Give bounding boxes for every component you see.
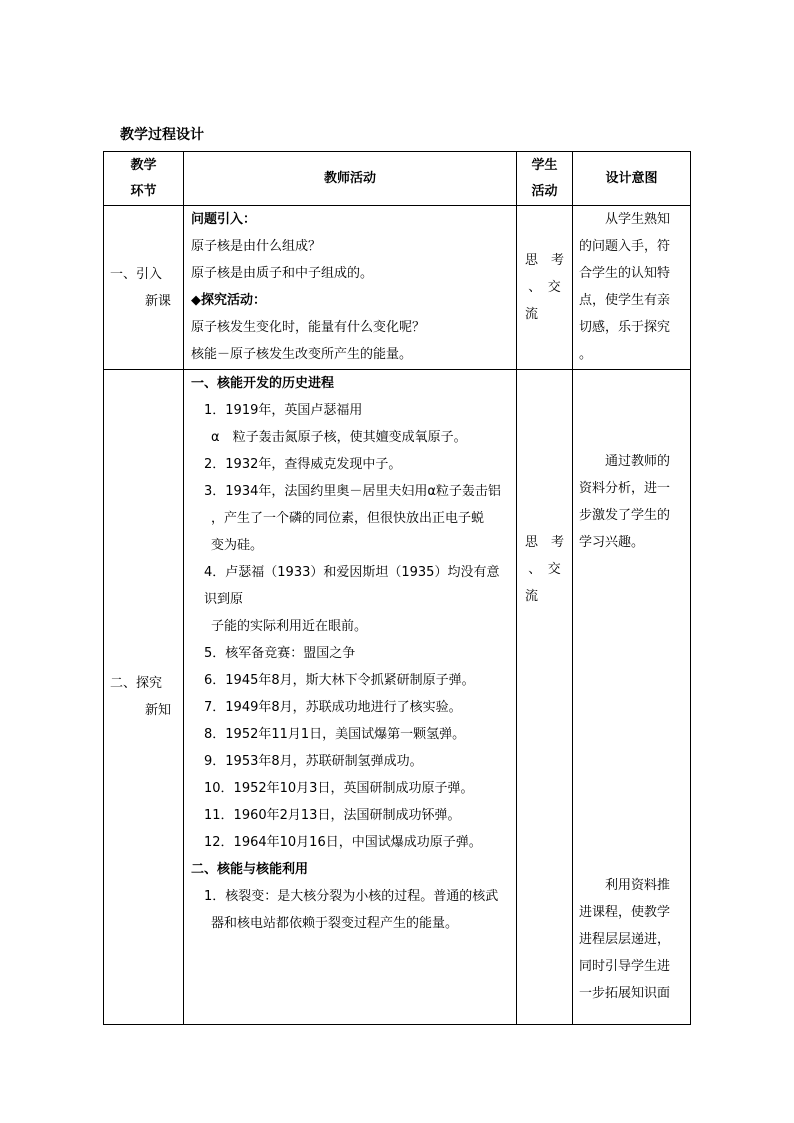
header-design-intent: 设计意图 <box>573 152 691 206</box>
intent-line: 步激发了学生的 <box>579 508 671 523</box>
section-explore-line1: 二、探究 <box>110 676 163 691</box>
intent-line: 从学生熟知 <box>579 212 671 227</box>
table-header-row <box>104 152 691 206</box>
intent-line: 。 <box>579 347 593 362</box>
student-activity-line: 、 交 <box>528 280 561 295</box>
activity-line: 8．1952年11月1日，美国试爆第一颗氢弹。 <box>204 727 466 742</box>
activity-line: 10．1952年10月3日，英国研制成功原子弹。 <box>204 781 474 796</box>
header-teacher-activity: 教师活动 <box>184 152 517 206</box>
lesson-plan-table <box>103 151 691 1025</box>
activity-line: 核能－原子核发生改变所产生的能量。 <box>191 347 413 362</box>
intent-line: 同时引导学生进 <box>579 959 671 974</box>
activity-line: 5．核军备竞赛：盟国之争 <box>204 646 356 661</box>
activity-line: 3．1934年，法国约里奥－居里夫妇用α粒子轰击铝 <box>204 484 501 499</box>
intent-line: 利用资料推 <box>579 878 671 893</box>
activity-line: 7．1949年8月，苏联成功地进行了核实验。 <box>204 700 462 715</box>
activity-line: α 粒子轰击氮原子核，使其嬗变成氧原子。 <box>211 430 467 445</box>
header-student-activity <box>517 152 573 206</box>
activity-line: ◆探究活动： <box>191 293 266 308</box>
table-row-intro <box>104 206 691 370</box>
activity-line: 2．1932年，查得威克发现中子。 <box>204 457 402 472</box>
activity-line: 器和核电站都依赖于裂变过程产生的能量。 <box>211 916 459 931</box>
intent-line: 切感，乐于探究 <box>579 320 671 335</box>
design-intent-explore <box>573 370 691 1025</box>
activity-line: 变为硅。 <box>211 538 264 553</box>
header-student-line2: 活动 <box>531 183 558 199</box>
activity-line: ，产生了一个磷的同位素，但很快放出正电子蜕 <box>211 511 485 526</box>
activity-line: 9．1953年8月，苏联研制氢弹成功。 <box>204 754 423 769</box>
section-intro-line2: 新课 <box>144 293 171 309</box>
activity-line: 子能的实际利用近在眼前。 <box>211 619 368 634</box>
activity-line: 11．1960年2月13日，法国研制成功钚弹。 <box>204 808 461 823</box>
table-row-explore <box>104 370 691 1025</box>
activity-line: 原子核是由质子和中子组成的。 <box>191 266 374 281</box>
intent-line: 一步拓展知识面 <box>579 986 671 1001</box>
activity-line: 6．1945年8月，斯大林下令抓紧研制原子弹。 <box>204 673 475 688</box>
activity-heading: 二、核能与核能利用 <box>191 862 309 877</box>
intent-line: 学习兴趣。 <box>579 535 645 550</box>
activity-line: 4．卢瑟福（1933）和爱因斯坦（1935）均没有意识到原 <box>204 565 500 607</box>
intent-line: 点，使学生有亲 <box>579 293 671 308</box>
student-activity-intro <box>517 206 573 370</box>
intent-line: 合学生的认知特 <box>579 266 671 281</box>
activity-line: 原子核是由什么组成？ <box>191 239 322 254</box>
header-stage-line1: 教学 <box>130 157 157 173</box>
intent-line: 资料分析，进一 <box>579 481 671 496</box>
student-activity-line: 流 <box>525 589 539 604</box>
activity-line: 原子核发生变化时，能量有什么变化呢？ <box>191 320 426 335</box>
student-activity-line: 流 <box>525 307 539 322</box>
student-activity-line: 、 交 <box>528 562 561 577</box>
student-activity-line: 思 考 <box>524 253 564 268</box>
intent-line: 的问题入手，符 <box>579 239 671 254</box>
activity-line: 12．1964年10月16日，中国试爆成功原子弹。 <box>204 835 482 850</box>
document-title: 教学过程设计 <box>120 127 204 143</box>
student-activity-explore <box>517 370 573 1025</box>
header-student-line1: 学生 <box>531 157 558 173</box>
activity-line: 1．1919年，英国卢瑟福用 <box>204 403 363 418</box>
header-stage-line2: 环节 <box>130 183 157 199</box>
intent-line: 进课程，使教学 <box>579 905 671 920</box>
teacher-activity-intro <box>184 206 517 370</box>
activity-heading: 一、核能开发的历史进程 <box>191 376 335 391</box>
student-activity-line: 思 考 <box>524 535 564 550</box>
intent-line: 通过教师的 <box>579 454 671 469</box>
section-intro-line1: 一、引入 <box>110 266 163 282</box>
teacher-activity-explore <box>184 370 517 1025</box>
intent-line: 进程层层递进， <box>579 932 671 947</box>
header-stage <box>104 152 184 206</box>
section-explore-line2: 新知 <box>144 703 171 718</box>
activity-line: 1．核裂变：是大核分裂为小核的过程。普通的核武 <box>204 889 499 904</box>
design-intent-intro <box>573 206 691 370</box>
activity-line: 问题引入： <box>191 212 257 227</box>
section-explore <box>104 370 184 1025</box>
section-intro <box>104 206 184 370</box>
